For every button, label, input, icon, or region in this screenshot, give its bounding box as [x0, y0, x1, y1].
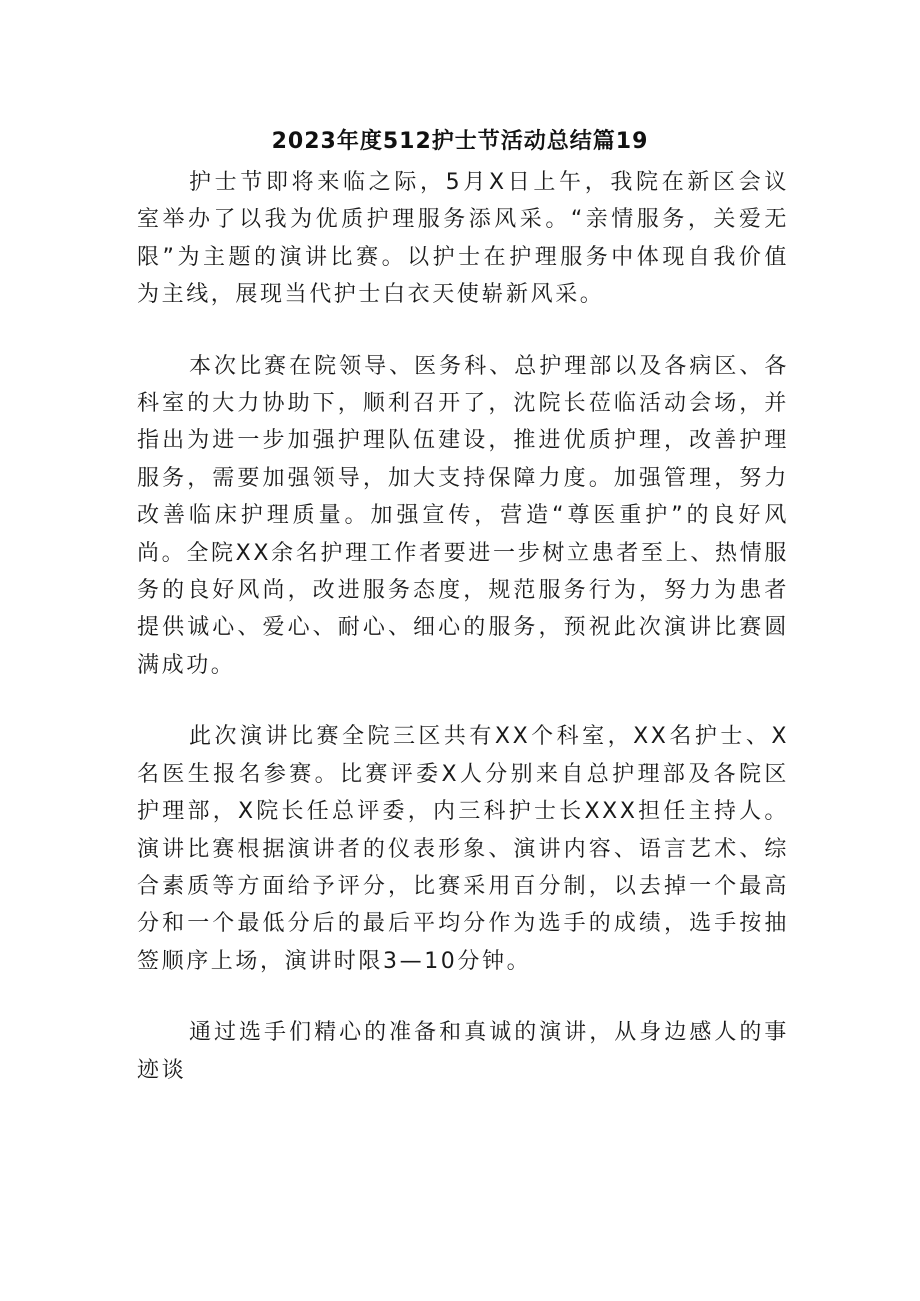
- paragraph-4: 通过选手们精心的准备和真诚的演讲，从身边感人的事迹谈: [137, 1020, 789, 1083]
- document-body: [137, 164, 789, 1089]
- paragraph-1: 护士节即将来临之际，5月X日上午，我院在新区会议室举办了以我为优质护理服务添风采。“亲情服务，关爱无限”为主题的演讲比赛。以护士在护理服务中体现自我价值为主线，展现当代护士白衣天使崭新风采。: [137, 170, 789, 308]
- paragraph-2: 本次比赛在院领导、医务科、总护理部以及各病区、各科室的大力协助下，顺利召开了，沈院长莅临活动会场，并指出为进一步加强护理队伍建设，推进优质护理，改善护理服务，需要加强领导，加大支持保障力度。加强管理，努力改善临床护理质量。加强宣传，营造“尊医重护”的良好风尚。全院XX余名护理工作者要进一步树立患者至上、热情服务的良好风尚，改进服务态度，规范服务行为，努力为患者提供诚心、爱心、耐心、细心的服务，预祝此次演讲比赛圆满成功。: [137, 353, 789, 678]
- document-title: 2023年度512护士节活动总结篇19: [271, 129, 649, 154]
- paragraph-3: 此次演讲比赛全院三区共有XX个科室，XX名护士、X名医生报名参赛。比赛评委X人分别来自总护理部及各院区护理部，X院长任总评委，内三科护士长XXX担任主持人。演讲比赛根据演讲者的仪表形象、演讲内容、语言艺术、综合素质等方面给予评分，比赛采用百分制，以去掉一个最高分和一个最低分后的最后平均分作为选手的成绩，选手按抽签顺序上场，演讲时限3—10分钟。: [137, 724, 789, 974]
